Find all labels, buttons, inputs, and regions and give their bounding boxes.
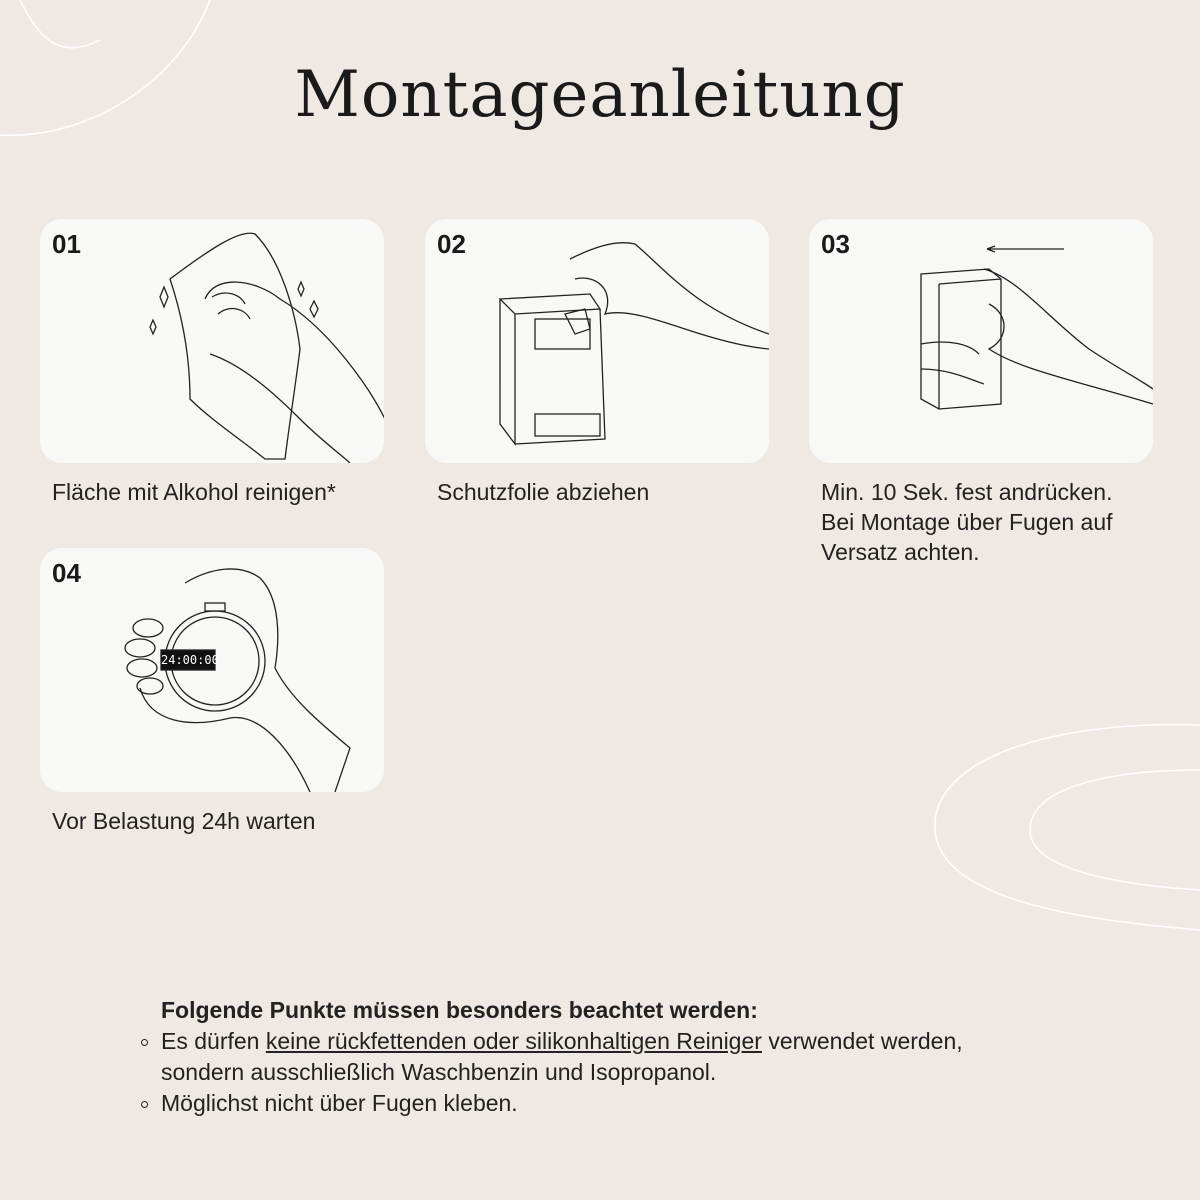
caption-line: Versatz achten. [821,539,980,565]
step-card-3 [809,219,1153,463]
step-caption-4: Vor Belastung 24h warten [52,808,316,834]
step-caption-1: Fläche mit Alkohol reinigen* [52,479,336,505]
note-underlined-text: keine rückfettenden oder silikonhaltigen Reiniger [265,1028,762,1054]
press-firmly-illustration [809,219,1153,463]
step-card-2 [425,219,769,463]
note-item-2: Möglichst nicht über Fugen kleben. [135,1088,1035,1119]
caption-line: Bei Montage über Fugen auf [821,509,1113,535]
note-text: verwendet werden, sondern ausschließlich Waschbenzin und Isopropanol. [161,1028,963,1085]
caption-line: Min. 10 Sek. fest andrücken. [821,479,1113,505]
step-number: 02 [437,229,466,259]
stopwatch-hand-illustration [40,548,384,792]
note-text: Es dürfen [161,1028,266,1054]
note-item-1 [135,1026,1035,1088]
arrow-left-icon [987,246,1064,252]
step-number: 03 [821,229,850,259]
page-title: Montageanleitung [294,58,906,132]
timer-display: 24:00:00 [161,653,219,667]
important-notes [135,995,1035,1119]
step-caption-3 [821,477,1113,567]
step-card-4 [40,548,384,792]
peel-film-illustration [425,219,769,463]
step-card-1 [40,219,384,463]
step-caption-2: Schutzfolie abziehen [437,479,650,505]
wipe-surface-illustration [40,219,384,463]
notes-heading: Folgende Punkte müssen besonders beachtet werden: [161,997,758,1023]
step-number: 04 [52,558,81,588]
step-number: 01 [52,229,81,259]
